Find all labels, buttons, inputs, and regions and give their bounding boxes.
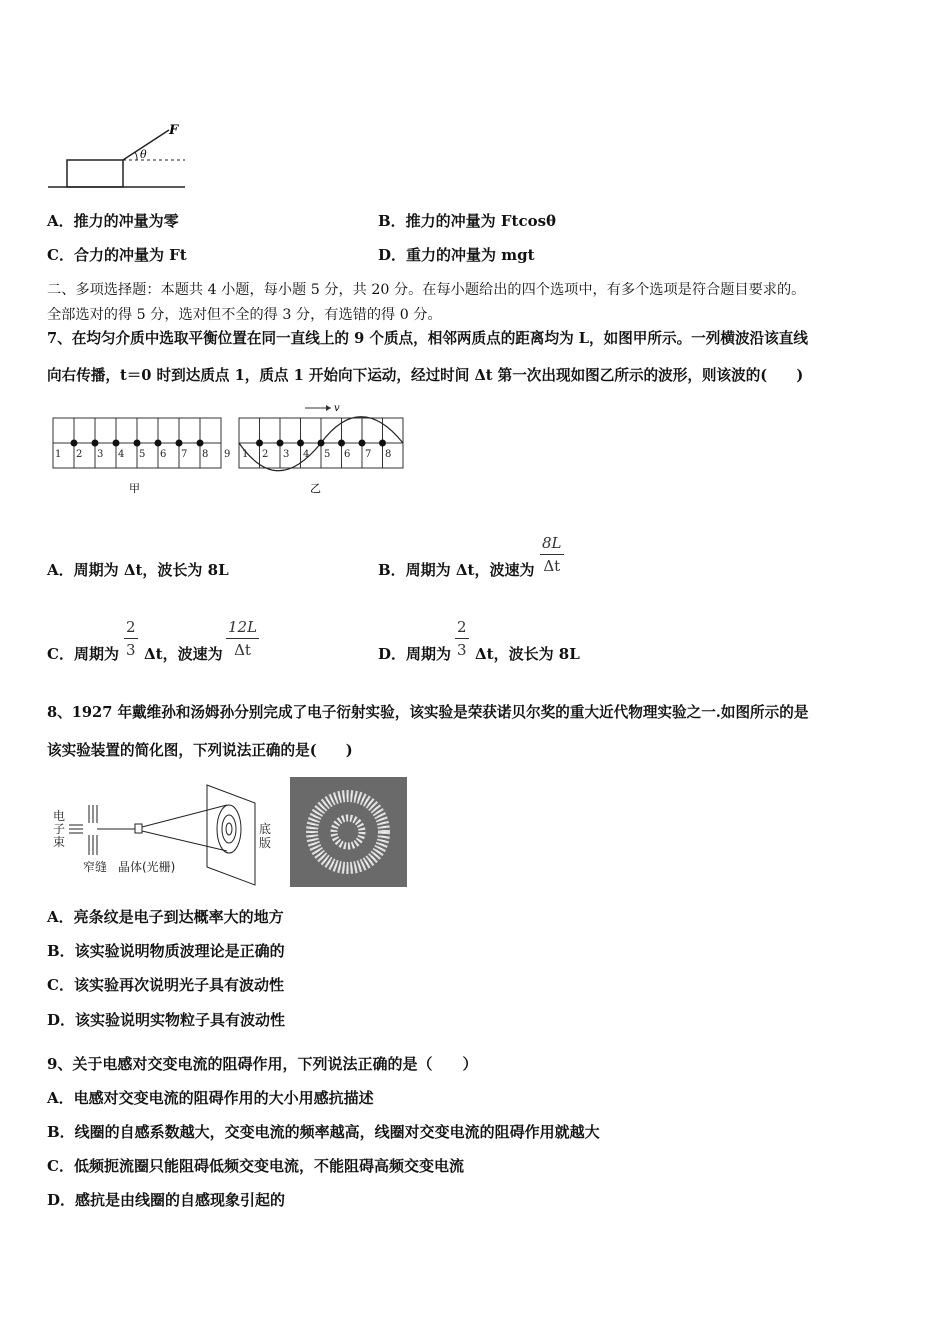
point-label: 7 <box>181 449 188 460</box>
point-label: 5 <box>324 449 331 460</box>
slit-label: 窄缝 <box>83 860 108 874</box>
q6-option-c: C．合力的冲量为 Ft <box>47 246 187 264</box>
point-label: 8 <box>385 449 392 460</box>
point-label: 8 <box>202 449 209 460</box>
beam-label: 束 <box>53 835 66 849</box>
electron-beam-arrows <box>69 825 83 833</box>
q7-option-c-middle: Δt，波速为 <box>144 645 223 663</box>
q7-option-c-speed-fraction: 12L Δt <box>228 618 258 659</box>
diffraction-ring-middle <box>222 815 236 843</box>
diffraction-ray-upper <box>142 805 227 827</box>
q9-stem: 9、关于电感对交变电流的阻碍作用，下列说法正确的是（ ） <box>47 1055 478 1073</box>
point-label: 4 <box>118 449 125 460</box>
q8-option-a: A．亮条纹是电子到达概率大的地方 <box>47 908 284 926</box>
beam-label: 电 <box>53 809 66 823</box>
point-label: 4 <box>303 449 310 460</box>
diffraction-ring-inner <box>226 823 232 835</box>
q7-stem-line2: 向右传播，t＝0 时到达质点 1，质点 1 开始向下运动，经过时间 Δt 第一次出现如图乙所示的波形，则该波的( ) <box>47 367 804 384</box>
figure-caption-jia: 甲 <box>129 482 140 495</box>
electron-diffraction-apparatus <box>45 775 285 890</box>
point-label: 5 <box>139 449 146 460</box>
q7-option-c-period-fraction: 2 3 <box>126 618 136 659</box>
figure-caption-yi: 乙 <box>310 482 321 495</box>
force-label: F <box>169 123 179 138</box>
q7-option-c-prefix: C．周期为 <box>47 645 119 663</box>
plate-label: 底 <box>259 822 272 836</box>
q8-option-c: C．该实验再次说明光子具有波动性 <box>47 976 284 994</box>
point-label: 3 <box>97 449 104 460</box>
point-label: 7 <box>365 449 372 460</box>
q6-option-d: D．重力的冲量为 mgt <box>378 246 535 264</box>
point-label: 2 <box>76 449 83 460</box>
point-label: 3 <box>283 449 290 460</box>
point-label: 9 <box>224 449 231 460</box>
velocity-label: v <box>334 403 340 414</box>
q7-option-b: B．周期为 Δt，波速为 <box>378 561 535 579</box>
q7-option-d-period-fraction: 2 3 <box>457 618 467 659</box>
q9-option-d: D．感抗是由线圈的自感现象引起的 <box>47 1191 286 1209</box>
photographic-plate <box>207 785 255 885</box>
plate-label: 版 <box>259 836 272 850</box>
point-label: 1 <box>55 449 62 460</box>
q7-option-d-prefix: D．周期为 <box>378 645 452 663</box>
diffraction-ring-outer <box>217 805 241 853</box>
q9-option-c: C．低频扼流圈只能阻碍低频交变电流，不能阻碍高频交变电流 <box>47 1157 464 1175</box>
crystal-grating <box>135 824 142 833</box>
q7-option-b-fraction <box>540 534 564 575</box>
block-force-figure <box>45 120 195 192</box>
q7-option-d-suffix: Δt，波长为 8L <box>475 645 580 663</box>
beam-label: 子 <box>53 822 66 836</box>
point-label: 1 <box>242 449 249 460</box>
q9-option-a: A．电感对交变电流的阻碍作用的大小用感抗描述 <box>47 1089 374 1107</box>
block <box>67 160 123 187</box>
q7-option-a: A．周期为 Δt，波长为 8L <box>47 561 229 579</box>
fraction-denominator: Δt <box>543 557 561 575</box>
point-label: 6 <box>344 449 351 460</box>
q7-stem-line1: 7、在均匀介质中选取平衡位置在同一直线上的 9 个质点，相邻两质点的距离均为 L，如图甲所示。一列横波沿该直线 <box>47 330 808 347</box>
point-label: 2 <box>262 449 269 460</box>
diffraction-ray-lower <box>142 831 227 851</box>
section2-heading-line1: 二、多项选择题：本题共 4 小题，每小题 5 分，共 20 分。在每小题给出的四个选项中，有多个选项是符合题目要求的。 <box>47 282 806 298</box>
section2-heading-line2: 全部选对的得 5 分，选对但不全的得 3 分，有选错的得 0 分。 <box>47 307 442 323</box>
angle-label: θ <box>140 148 147 161</box>
slit-plates <box>89 805 97 855</box>
q6-option-b: B．推力的冲量为 Ftcosθ <box>378 212 557 230</box>
wave-figure-jia <box>45 400 235 500</box>
crystal-label: 晶体(光栅) <box>118 860 176 874</box>
point-label: 6 <box>160 449 167 460</box>
wave-figure-yi <box>235 400 410 500</box>
angle-arc <box>135 152 137 160</box>
q6-option-a: A．推力的冲量为零 <box>47 212 179 230</box>
q9-option-b: B．线圈的自感系数越大，交变电流的频率越高，线圈对交变电流的阻碍作用就越大 <box>47 1123 600 1141</box>
q8-stem-line1: 8、1927 年戴维孙和汤姆孙分别完成了电子衍射实验，该实验是荣获诺贝尔奖的重大近代物理实验之一.如图所示的是 <box>47 704 809 721</box>
q8-option-b: B．该实验说明物质波理论是正确的 <box>47 942 285 960</box>
q8-option-d: D．该实验说明实物粒子具有波动性 <box>47 1011 286 1029</box>
fraction-numerator: 8L <box>542 534 562 552</box>
q8-stem-line2: 该实验装置的简化图，下列说法正确的是( ) <box>47 742 353 759</box>
diffraction-pattern-photo <box>290 777 407 887</box>
